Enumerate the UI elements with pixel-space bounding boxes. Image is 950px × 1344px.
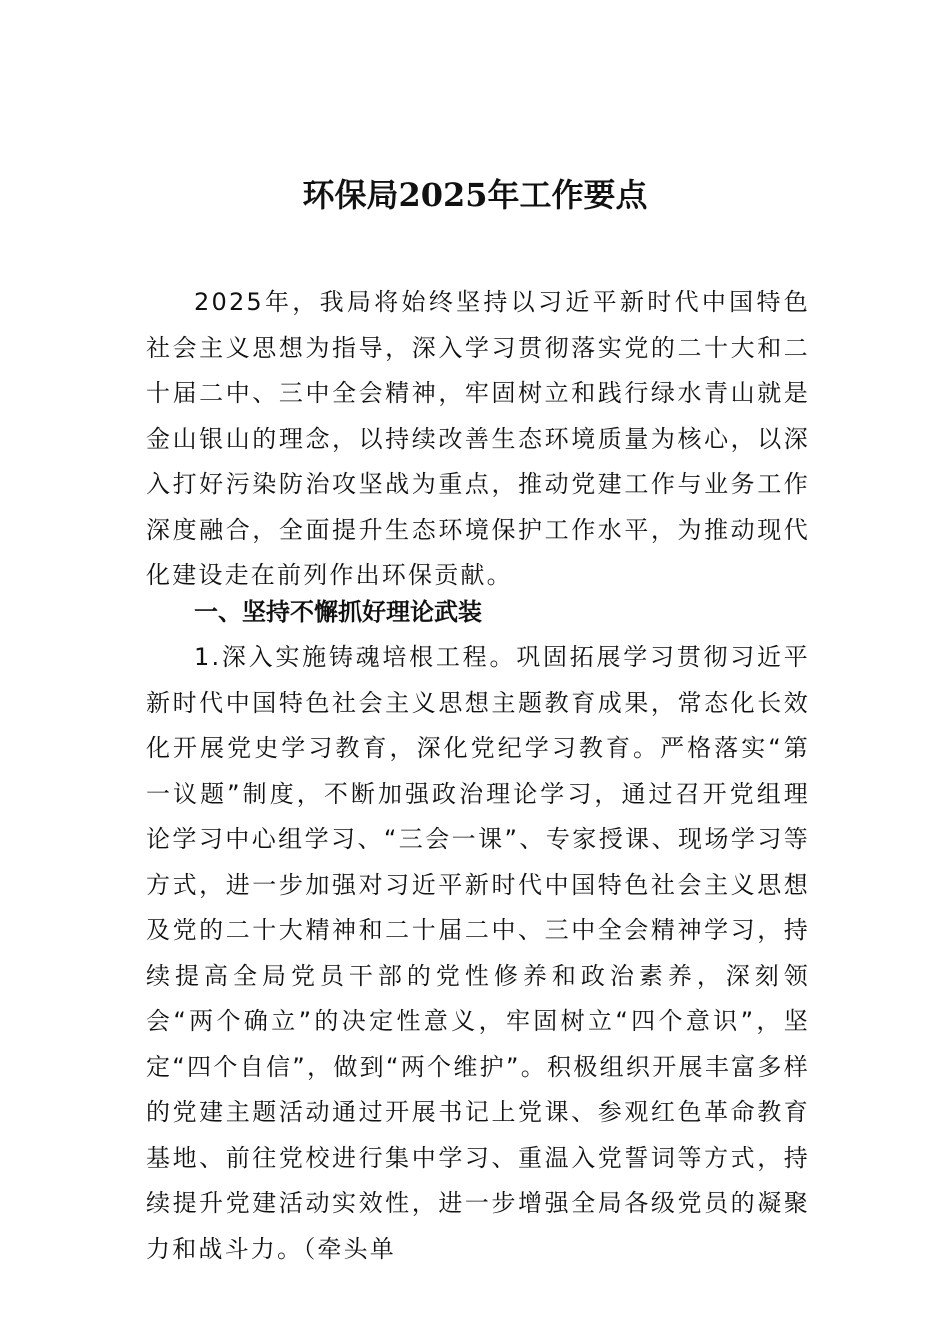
- section-1-block: [146, 590, 810, 636]
- section-1-heading: 一、坚持不懈抓好理论武装: [194, 598, 482, 626]
- intro-block: [146, 280, 810, 599]
- document-title: 环保局2025年工作要点: [302, 176, 648, 214]
- item-1-paragraph: 1.深入实施铸魂培根工程。巩固拓展学习贯彻习近平新时代中国特色社会主义思想主题教育成果，常态化长效化开展党史学习教育，深化党纪学习教育。严格落实“第一议题”制度，不断加强政治理论学习，通过召开党组理论学习中心组学习、“三会一课”、专家授课、现场学习等方式，进一步加强对习近平新时代中国特色社会主义思想及党的二十大精神和二十届二中、三中全会精神学习，持续提高全局党员干部的党性修养和政治素养，深刻领会“两个确立”的决定性意义，牢固树立“四个意识”，坚定“四个自信”，做到“两个维护”。积极组织开展丰富多样的党建主题活动通过开展书记上党课、参观红色革命教育基地、前往党校进行集中学习、重温入党誓词等方式，持续提升党建活动实效性，进一步增强全局各级党员的凝聚力和战斗力。（牵头单: [146, 643, 810, 1263]
- item-1-block: [146, 635, 810, 1272]
- intro-paragraph: 2025年，我局将始终坚持以习近平新时代中国特色社会主义思想为指导，深入学习贯彻落实党的二十大和二十届二中、三中全会精神，牢固树立和践行绿水青山就是金山银山的理念，以持续改善生态环境质量为核心，以深入打好污染防治攻坚战为重点，推动党建工作与业务工作深度融合，全面提升生态环境保护工作水平，为推动现代化建设走在前列作出环保贡献。: [146, 288, 810, 589]
